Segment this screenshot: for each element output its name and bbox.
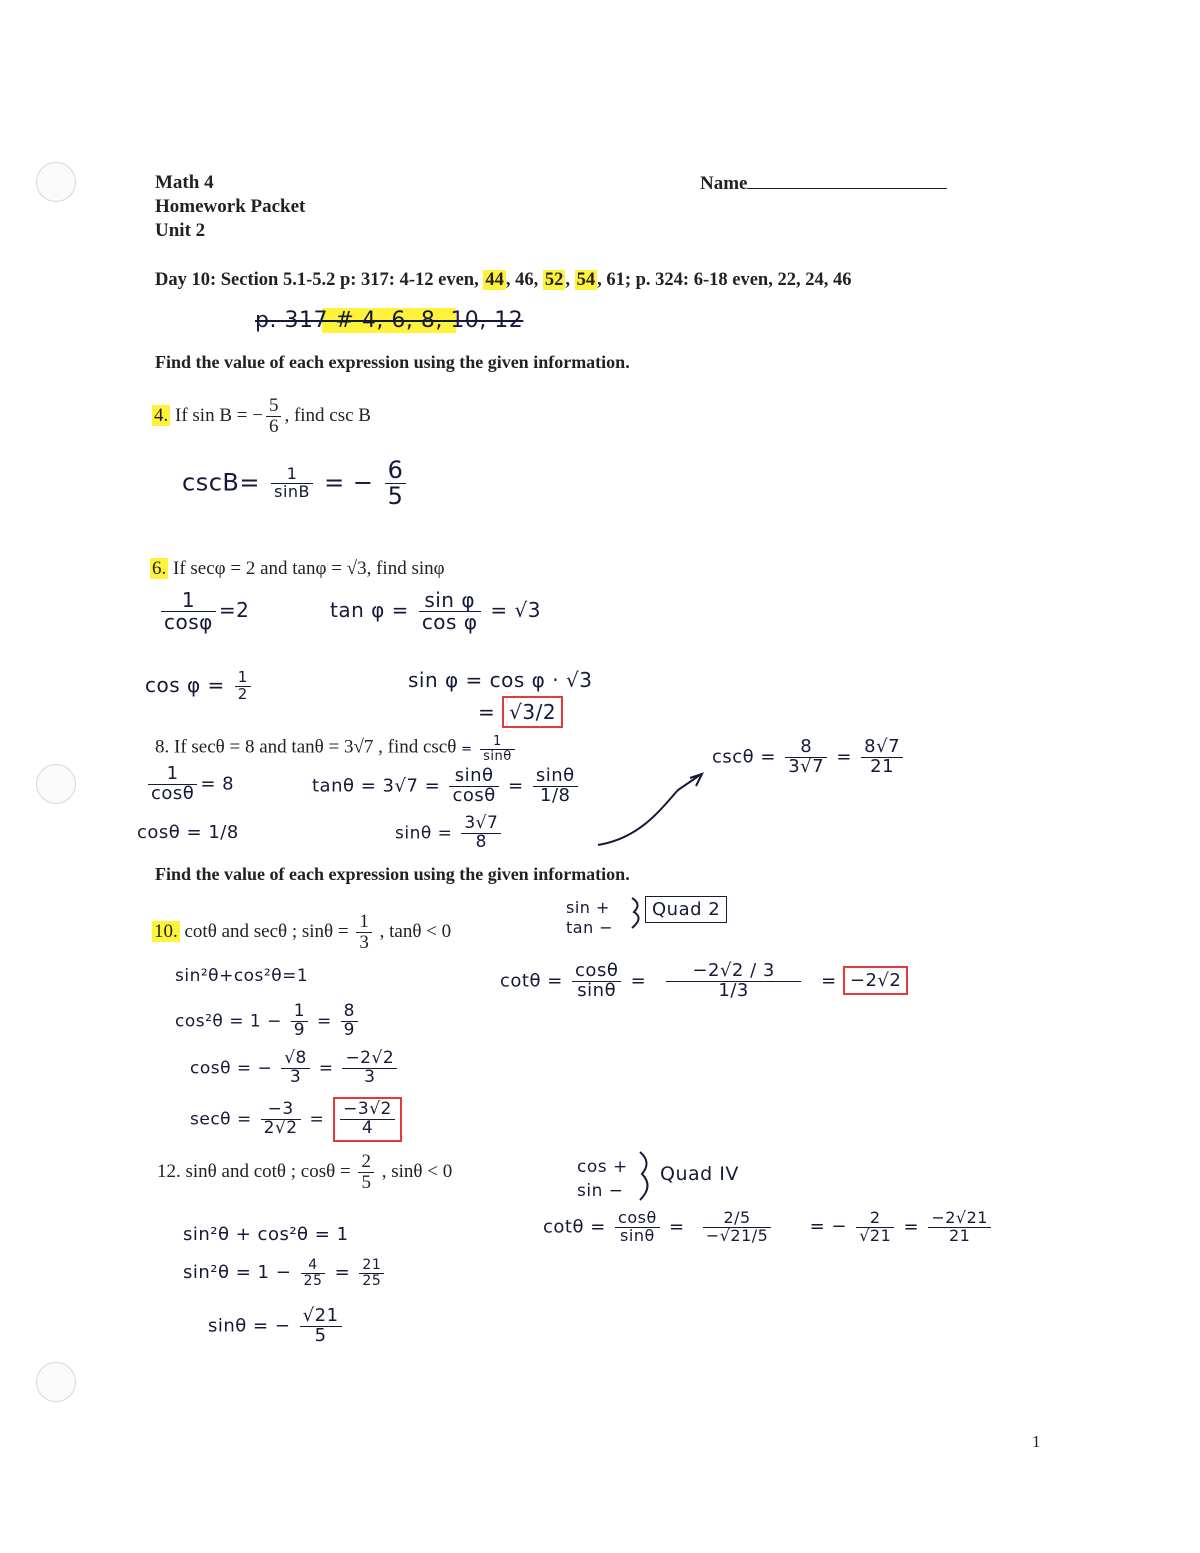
problem-10-work-3: cosθ = − $\frac{√8}{3}$ = $\frac{-2√2}{3}$	[190, 1050, 400, 1087]
highlight-54: 54	[576, 270, 596, 290]
problem-10-sec-answer: $\frac{-3√2}{4}$	[333, 1097, 402, 1142]
problem-4-prompt: 4. If sin B = − $\frac{5}{6}$ , find csc B	[154, 395, 371, 437]
problem-10-work-1: sin²θ+cos²θ=1	[175, 966, 309, 986]
problem-8-prompt: 8. If secθ = 8 and tanθ = 3√7 , find cscθ = $\frac{1}{\sin\theta}$	[155, 735, 518, 763]
problem-6-work-2: tan φ = $\frac{\text{sin φ}}{\text{cos φ}}$ = √3	[330, 588, 541, 634]
highlight-44: 44	[485, 270, 504, 290]
problem-10-prompt: 10. cotθ and secθ ; sinθ = $\frac{1}{3}$ , tanθ < 0	[154, 911, 452, 953]
problem-6-work-1: $\frac{1}{\cos\varphi}$ =2	[158, 590, 249, 633]
problem-6-work-5: = √3/2	[478, 700, 563, 724]
name-label: Name	[700, 173, 748, 194]
instructions-1: Find the value of each expression using the given information.	[155, 352, 630, 372]
problem-10-work-4: secθ = $\frac{-3}{2√2}$ = $\frac{-3√2}{4}$	[190, 1097, 405, 1142]
problem-8-work-1: $\frac{1}{\cos\theta}$ = 8	[145, 765, 234, 804]
problem-8-work-5: cscθ = $\frac{8}{3√7}$ = $\frac{8√7}{21}$	[712, 738, 906, 777]
problem-4-given-fraction: $\frac{5}{6}$	[266, 396, 282, 437]
page-number: 1	[1032, 1432, 1041, 1451]
problem-8-work-2: cosθ = 1/8	[137, 822, 239, 843]
problem-10-quadrant-label: Quad 2	[645, 896, 727, 923]
problem-12-prompt: 12. sinθ and cotθ ; cosθ = $\frac{2}{5}$ , sinθ < 0	[157, 1151, 453, 1193]
problem-12-quadrant-signs: cos + sin −	[577, 1157, 628, 1201]
problem-12-work-4: cotθ = $\frac{\cos\theta}{\sin\theta}$ = $\frac{2/5}{-√21/5}$ = − $\frac{2}{√21}$ = $\frac{-2√21}{21}$	[543, 1210, 994, 1245]
unit-title: Unit 2	[155, 220, 206, 241]
problem-12-work-2: sin²θ = 1 − $\frac{4}{25}$ = $\frac{21}{25}$	[183, 1258, 387, 1288]
problem-4-answer: $\frac{6}{5}$	[385, 458, 407, 509]
problem-12-work-3: sinθ = − $\frac{√21}{5}$	[208, 1307, 345, 1346]
problem-6-number: 6.	[152, 558, 167, 579]
problem-12-quadrant-label: Quad IV	[660, 1163, 739, 1185]
problem-8-work-3: tanθ = 3√7 = $\frac{\sin\theta}{\cos\theta}$ = $\frac{\sin\theta}{1/8}$	[312, 767, 581, 806]
problem-6-answer: √3/2	[502, 696, 563, 728]
assignment-line: Day 10: Section 5.1-5.2 p: 317: 4-12 even, 44 , 46, 52 , 54 , 61; p. 324: 6-18 even, 22, 24, 46	[155, 270, 852, 290]
problem-8-answer: $\frac{8√7}{21}$	[861, 738, 903, 777]
problem-10-work-2: cos²θ = 1 − $\frac{1}{9}$ = $\frac{8}{9}$	[175, 1003, 361, 1040]
problem-6-prompt: 6. If secφ = 2 and tanφ = √3, find sinφ	[152, 558, 445, 579]
problem-8-work-4: sinθ = $\frac{3√7}{8}$	[395, 815, 504, 852]
problem-10-number: 10.	[154, 920, 178, 942]
highlight-52: 52	[544, 270, 564, 290]
problem-12-work-1: sin²θ + cos²θ = 1	[183, 1224, 349, 1245]
problem-6-work-4: sin φ = cos φ · √3	[408, 668, 593, 692]
problem-10-quadrant-signs: sin + tan −	[566, 898, 614, 937]
problem-10-cot-answer: −2√2	[843, 966, 908, 995]
problem-4-work: cscB= $\frac{1}{\sin B}$ = − $\frac{6}{5}$	[182, 458, 409, 509]
handwritten-page-note: p. 317 # 4, 6, 8, 10, 12	[255, 308, 524, 333]
instructions-2: Find the value of each expression using the given information.	[155, 864, 630, 884]
problem-4-number: 4.	[154, 404, 169, 426]
course-title: Math 4	[155, 172, 214, 193]
problem-12-answer: $\frac{-2√21}{21}$	[928, 1210, 991, 1245]
problem-10-work-5: cotθ = $\frac{\cos\theta}{\sin\theta}$ = $\frac{-2√2 / 3}{1/3}$ = −2√2	[500, 962, 908, 1001]
problem-12-brace	[640, 1152, 648, 1200]
problem-6-work-3: cos φ = $\frac{1}{2}$	[145, 670, 254, 703]
problem-10-brace	[632, 898, 639, 928]
problem-8-arrow-stroke	[598, 775, 700, 845]
packet-title: Homework Packet	[155, 196, 306, 217]
